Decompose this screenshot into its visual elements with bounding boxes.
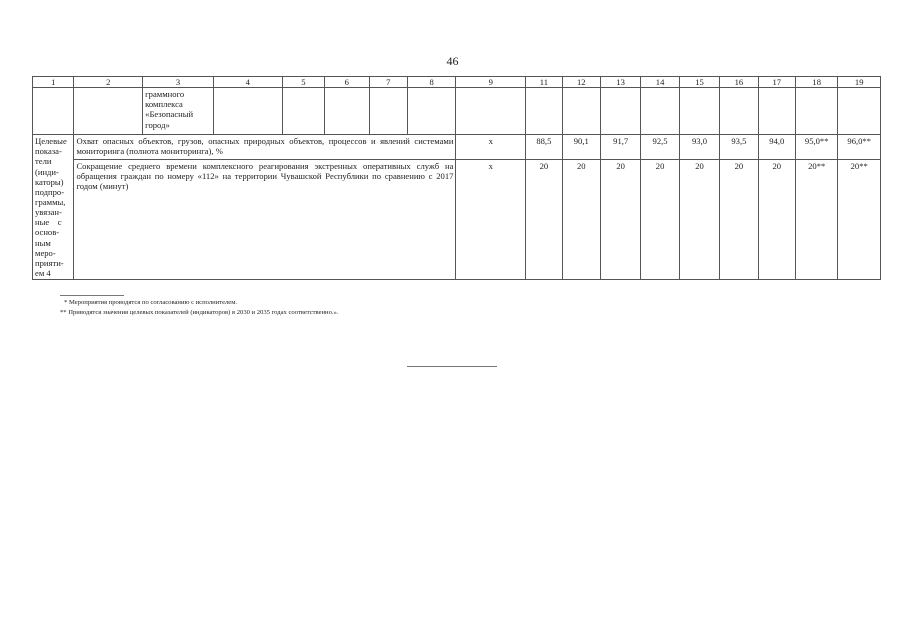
indicator-value: 93,5: [720, 135, 758, 160]
column-header: 8: [407, 77, 456, 88]
column-header: 5: [282, 77, 324, 88]
indicators-table: [32, 76, 881, 280]
column-header: 17: [758, 77, 795, 88]
column-header: 13: [600, 77, 640, 88]
continuation-row: [33, 88, 881, 135]
indicator-col9: x: [456, 135, 526, 160]
column-header: 11: [526, 77, 562, 88]
end-rule: [407, 366, 497, 367]
indicator-text: Охват опасных объектов, грузов, опасных природных объектов, процессов и явлений системами мониторинга (полнота мониторинга), %: [74, 135, 456, 160]
indicator-value: 20: [562, 159, 600, 279]
indicator-col9: x: [456, 159, 526, 279]
column-header: 12: [562, 77, 600, 88]
indicator-value: 95,0**: [796, 135, 838, 160]
indicator-value: 90,1: [562, 135, 600, 160]
indicator-text: Сокращение среднего времени комплексного реагирования экстренных оперативных служб на обращения граждан по номеру «112» на территории Чувашской Республики по сравнению с 2017 годом (минут): [74, 159, 456, 279]
page-number: 46: [446, 54, 459, 68]
column-header: 1: [33, 77, 74, 88]
column-header: 4: [213, 77, 282, 88]
indicator-value: 20: [758, 159, 795, 279]
indicator-value: 20**: [838, 159, 881, 279]
column-header: 3: [143, 77, 214, 88]
column-header: 16: [720, 77, 758, 88]
column-header: 18: [796, 77, 838, 88]
column-header: 6: [325, 77, 369, 88]
column-header: 15: [679, 77, 719, 88]
footnote: ** Приводятся значения целевых показателей (индикаторов) в 2030 и 2035 годах соответственно.».: [60, 308, 339, 316]
indicator-value: 92,5: [641, 135, 679, 160]
indicator-value: 88,5: [526, 135, 562, 160]
column-header: 14: [641, 77, 679, 88]
footnotes: [60, 298, 338, 318]
indicator-value: 20: [526, 159, 562, 279]
column-header: 2: [74, 77, 143, 88]
indicator-value: 94,0: [758, 135, 795, 160]
footnote-rule: [60, 295, 124, 296]
indicator-value: 20: [679, 159, 719, 279]
footnote: * Мероприятия проводятся по согласованию с исполнителем.: [64, 299, 238, 306]
column-number-row: [33, 77, 881, 88]
indicator-value: 20: [600, 159, 640, 279]
indicator-value: 20**: [796, 159, 838, 279]
column-header: 7: [369, 77, 407, 88]
indicator-row: [33, 135, 881, 160]
indicator-value: 96,0**: [838, 135, 881, 160]
indicator-row: [33, 159, 881, 279]
column-header: 19: [838, 77, 881, 88]
group-label: Целевые показа- тели (инди- каторы) подпро- граммы, увязан- ные с основ- ным меро- прияти- ем 4: [33, 135, 74, 280]
indicator-value: 93,0: [679, 135, 719, 160]
column-header: 9: [456, 77, 526, 88]
continuation-text: граммного комплекса «Безопасный город»: [143, 88, 214, 135]
indicator-value: 20: [720, 159, 758, 279]
indicator-value: 91,7: [600, 135, 640, 160]
indicator-value: 20: [641, 159, 679, 279]
